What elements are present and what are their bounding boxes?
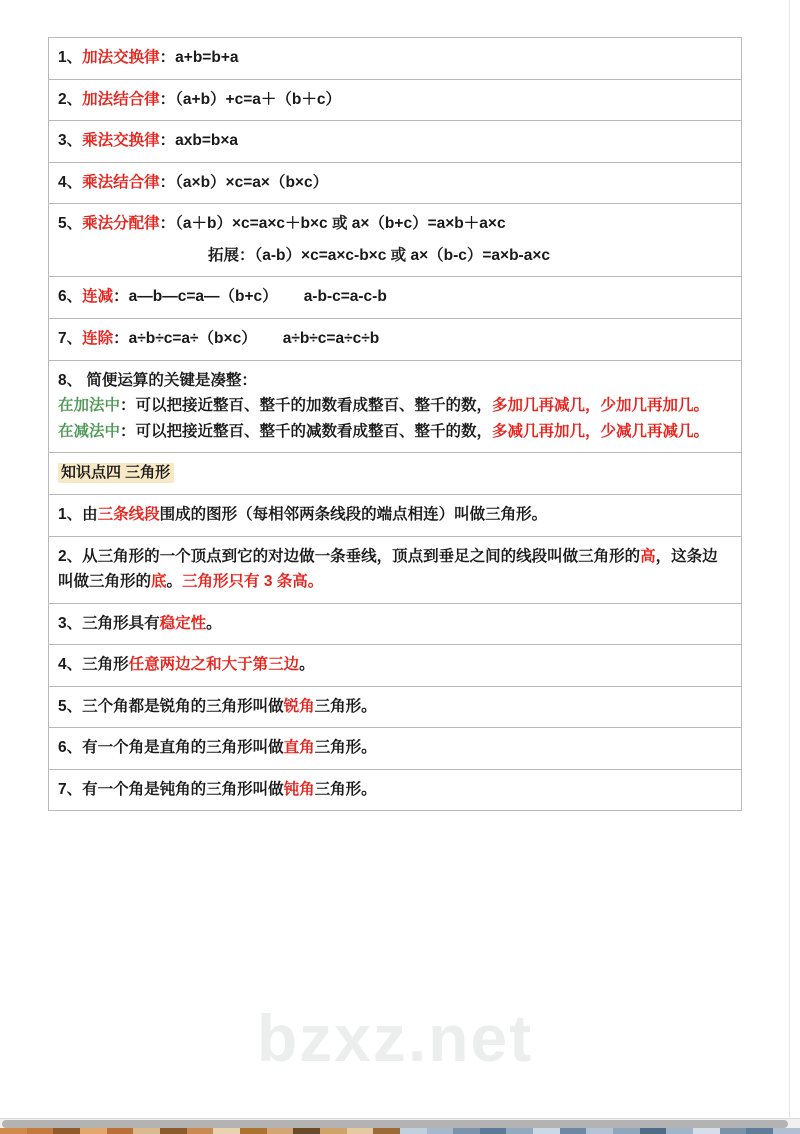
filmstrip-thumbnail[interactable] — [373, 1128, 400, 1134]
filmstrip-thumbnail[interactable] — [27, 1128, 54, 1134]
filmstrip-thumbnail[interactable] — [320, 1128, 347, 1134]
rule-number: 5、 — [58, 697, 83, 715]
triangle-rule-cell-3 — [49, 603, 742, 645]
extension-label: 拓展： — [208, 246, 255, 264]
item8-addition-line — [58, 393, 732, 419]
table-row — [49, 121, 742, 163]
item8-subtraction-line — [58, 419, 732, 445]
rule-colon: ： — [159, 49, 176, 66]
filmstrip-thumbnail[interactable] — [773, 1128, 800, 1134]
rule-text-part: 底 — [151, 573, 167, 591]
table-row — [49, 686, 742, 728]
filmstrip-thumbnail[interactable] — [107, 1128, 134, 1134]
section-header-cell — [49, 453, 742, 495]
rule-text-part: 。 — [166, 573, 183, 591]
filmstrip-thumbnail[interactable] — [293, 1128, 320, 1134]
rule-formula: （a+b）+c=a＋（b＋c） — [175, 90, 341, 108]
table-row — [49, 360, 742, 453]
filmstrip-thumbnail[interactable] — [666, 1128, 693, 1134]
triangle-rule-cell-4 — [49, 645, 742, 687]
rule-colon: ： — [159, 173, 176, 191]
rule-formula-secondary: a-b-c=a-c-b — [303, 288, 387, 306]
filmstrip-thumbnail[interactable] — [160, 1128, 187, 1134]
rule-text-part: 三角形 — [82, 656, 129, 674]
rule-text-part: 锐角 — [283, 697, 315, 715]
item8-addition-colon: ： — [120, 397, 136, 415]
rule-text-part: 。 — [206, 614, 222, 632]
rule-cell-4 — [49, 162, 742, 204]
table-row — [49, 494, 742, 536]
rule-text-part: 从三角形的一个顶点到它的对边做一条垂线，顶点到垂足之间的线段叫做三角形的 — [82, 547, 641, 565]
filmstrip-thumbnail[interactable] — [0, 1128, 27, 1134]
table-row — [49, 318, 742, 360]
filmstrip-thumbnail[interactable] — [400, 1128, 427, 1134]
rule-text-part: 三个角都是锐角的三角形叫做 — [82, 697, 284, 715]
section-title: 知识点四 三角形 — [58, 463, 174, 483]
rule-cell-6 — [49, 277, 742, 319]
item8-subtraction-emphasis: 多减几再加几，少减几再减几。 — [492, 422, 710, 440]
triangle-rule-cell-7 — [49, 769, 742, 811]
extension-formula: （a-b）×c=a×c-b×c 或 a×（b-c）=a×b-a×c — [254, 246, 551, 264]
scrollbar-thumb[interactable] — [2, 1120, 788, 1128]
rule-text-part: 三角形。 — [314, 697, 377, 715]
rule-cell-8 — [49, 360, 742, 453]
rule-number: 4、 — [58, 173, 83, 191]
rule-text-part: 有一个角是钝角的三角形叫做 — [82, 780, 284, 798]
triangle-rule-cell-5 — [49, 686, 742, 728]
rule-text-part: 直角 — [283, 739, 315, 757]
filmstrip-thumbnail[interactable] — [53, 1128, 80, 1134]
filmstrip-thumbnail[interactable] — [506, 1128, 533, 1134]
rule-text-part: 。 — [299, 656, 315, 674]
filmstrip-thumbnail[interactable] — [133, 1128, 160, 1134]
rule-text-part: 三角形。 — [314, 780, 377, 798]
filmstrip-thumbnail[interactable] — [427, 1128, 454, 1134]
filmstrip-thumbnail[interactable] — [187, 1128, 214, 1134]
item8-heading: 8、 简便运算的关键是凑整： — [58, 371, 257, 389]
rule-number: 6、 — [58, 739, 83, 757]
table-row — [49, 728, 742, 770]
table-row — [49, 603, 742, 645]
rule-term: 乘法结合律 — [82, 173, 160, 191]
triangle-rule-cell-2 — [49, 536, 742, 603]
rule-colon: ： — [159, 215, 176, 233]
rule-term: 连减 — [82, 288, 114, 306]
rule-formula: a÷b÷c=a÷（b×c） — [128, 329, 257, 347]
filmstrip-thumbnail[interactable] — [640, 1128, 667, 1134]
item8-addition-emphasis: 多加几再减几，少加几再加几。 — [492, 397, 710, 415]
rule-formula: （a×b）×c=a×（b×c） — [175, 173, 329, 191]
rule-text-part: 由 — [82, 505, 98, 523]
rule-number: 6、 — [58, 288, 83, 306]
rule-formula: axb=b×a — [175, 132, 239, 150]
rule-number: 3、 — [58, 132, 83, 150]
item8-subtraction-colon: ： — [120, 422, 136, 440]
rule-text-part: 围成的图形（每相邻两条线段的端点相连）叫做三角形。 — [159, 505, 548, 523]
item8-subtraction-body: 可以把接近整百、整千的减数看成整百、整千的数， — [135, 422, 493, 440]
filmstrip-thumbnail[interactable] — [80, 1128, 107, 1134]
rule-cell-3 — [49, 121, 742, 163]
filmstrip-thumbnail[interactable] — [213, 1128, 240, 1134]
table-row — [49, 38, 742, 80]
rule-colon: ： — [159, 90, 176, 108]
rule-formula-secondary: a÷b÷c=a÷c÷b — [282, 329, 380, 347]
rule-text-part: 任意两边之和大于第三边 — [128, 656, 300, 674]
rule-term: 乘法交换律 — [82, 132, 160, 150]
rule-number: 3、 — [58, 614, 83, 632]
filmstrip-thumbnail[interactable] — [347, 1128, 374, 1134]
table-row — [49, 645, 742, 687]
item8-addition-label: 在加法中 — [58, 397, 121, 415]
rule-text-part: 钝角 — [283, 780, 315, 798]
rule-number: 2、 — [58, 547, 83, 565]
filmstrip-thumbnail[interactable] — [560, 1128, 587, 1134]
triangle-rule-cell-1 — [49, 494, 742, 536]
rule-number: 4、 — [58, 656, 83, 674]
rule-extension-line — [58, 243, 732, 269]
rule-number: 7、 — [58, 329, 83, 347]
rule-cell-2 — [49, 79, 742, 121]
rule-number: 5、 — [58, 215, 83, 233]
filmstrip-thumbnail[interactable] — [480, 1128, 507, 1134]
filmstrip-thumbnail[interactable] — [240, 1128, 267, 1134]
triangle-rule-cell-6 — [49, 728, 742, 770]
rule-number: 1、 — [58, 49, 83, 66]
rule-text-part: 高 — [640, 547, 656, 565]
filmstrip-thumbnail[interactable] — [453, 1128, 480, 1134]
rule-text-part: 有一个角是直角的三角形叫做 — [82, 739, 284, 757]
rule-formula: a—b—c=a—（b+c） — [128, 288, 278, 306]
site-watermark: bzxz.net — [256, 1001, 534, 1075]
rule-text-part: 三角形具有 — [82, 614, 160, 632]
rule-colon: ： — [113, 288, 129, 306]
rule-term: 连除 — [82, 329, 114, 347]
table-row — [49, 769, 742, 811]
rule-text-part: 三角形。 — [314, 739, 377, 757]
table-row — [49, 79, 742, 121]
item8-addition-body: 可以把接近整百、整千的加数看成整百、整千的数， — [135, 397, 493, 415]
table-row — [49, 453, 742, 495]
rule-term: 乘法分配律 — [82, 215, 160, 233]
table-row — [49, 277, 742, 319]
knowledge-points-table — [48, 37, 742, 811]
filmstrip-thumbnail[interactable] — [267, 1128, 294, 1134]
filmstrip-thumbnail[interactable] — [586, 1128, 613, 1134]
rule-text-part: 稳定性 — [159, 614, 207, 632]
rule-number: 1、 — [58, 505, 83, 523]
filmstrip-thumbnail[interactable] — [533, 1128, 560, 1134]
filmstrip-thumbnail[interactable] — [720, 1128, 747, 1134]
rule-formula: a+b=b+a — [175, 49, 239, 66]
item8-subtraction-label: 在减法中 — [58, 422, 121, 440]
rule-term: 加法结合律 — [82, 90, 160, 108]
rule-formula: （a＋b）×c=a×c＋b×c 或 a×（b+c）=a×b＋a×c — [175, 215, 506, 233]
filmstrip-thumbnail[interactable] — [693, 1128, 720, 1134]
table-row — [49, 204, 742, 277]
rule-cell-5 — [49, 204, 742, 277]
rule-text-part: 三条线段 — [97, 505, 160, 523]
thumbnail-filmstrip[interactable] — [0, 1128, 800, 1134]
rule-number: 2、 — [58, 90, 83, 108]
rule-colon: ： — [113, 329, 129, 347]
rule-text-part: 三角形只有 3 条高。 — [182, 573, 324, 591]
filmstrip-thumbnail[interactable] — [746, 1128, 773, 1134]
rule-colon: ： — [159, 132, 176, 150]
table-row — [49, 536, 742, 603]
table-row — [49, 162, 742, 204]
filmstrip-thumbnail[interactable] — [613, 1128, 640, 1134]
rule-cell-7 — [49, 318, 742, 360]
rule-number: 7、 — [58, 780, 83, 798]
rule-cell-1 — [49, 38, 742, 80]
rule-text-part: ，这条边叫做三角形的 — [58, 547, 718, 591]
rule-term: 加法交换律 — [82, 49, 160, 66]
